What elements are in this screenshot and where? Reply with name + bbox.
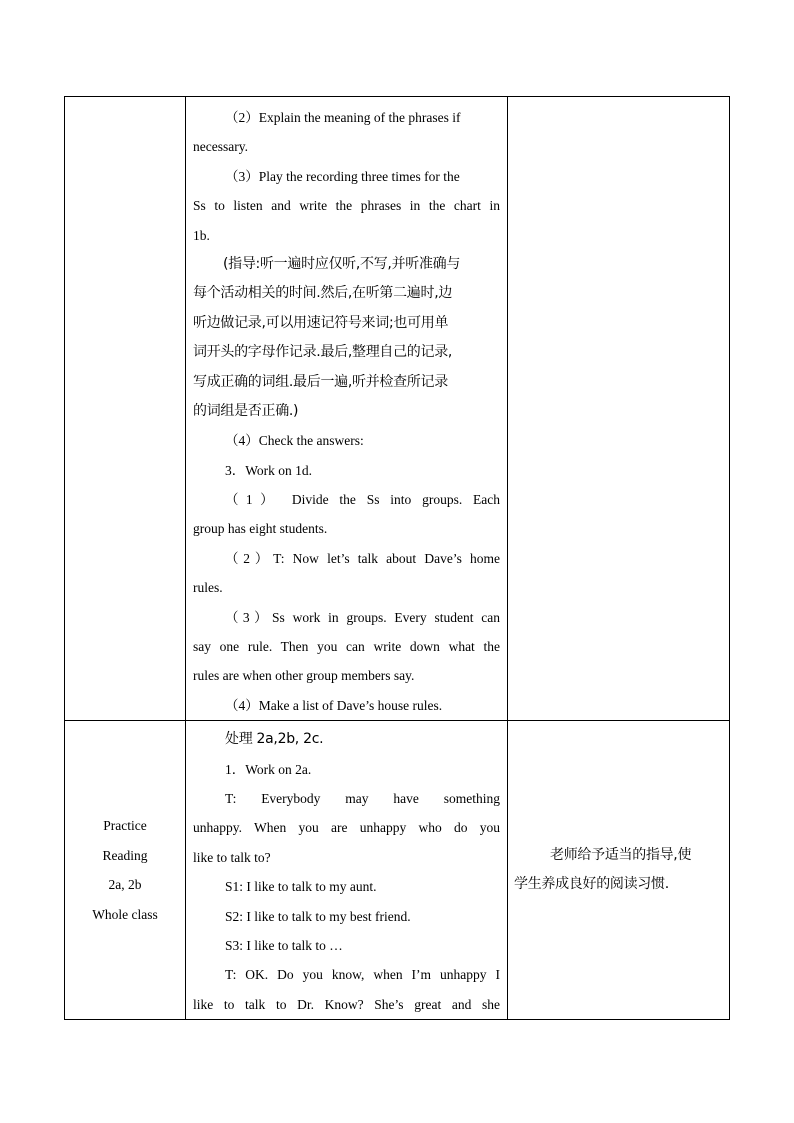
stage-cell xyxy=(65,721,186,1020)
stage-label: Whole class xyxy=(92,906,158,922)
procedure-line: 的词组是否正确.) xyxy=(193,402,299,419)
design-intent-cell xyxy=(508,97,730,721)
procedure-line: 词开头的字母作记录.最后,整理自己的记录, xyxy=(193,344,453,361)
procedure-line: rules. xyxy=(193,580,223,596)
procedure-line: 1．Work on 2a. xyxy=(225,761,312,777)
procedure-line: （2）Explain the meaning of the phrases if xyxy=(225,110,461,125)
procedure-line: S3: I like to talk to … xyxy=(225,937,343,953)
procedure-line: S2: I like to talk to my best friend. xyxy=(225,908,411,924)
procedure-line: T: OK. Do you know, when I’m unhappy I xyxy=(225,967,500,983)
procedure-line: (指导:听一遍时应仅听,不写,并听准确与 xyxy=(223,255,461,272)
procedure-cell xyxy=(186,97,508,721)
stage-label: Practice xyxy=(103,818,147,834)
design-intent-cell xyxy=(508,721,730,1020)
procedure-line: unhappy. When you are unhappy who do you xyxy=(193,820,500,836)
procedure-line: （3）Ss work in groups. Every student can xyxy=(225,609,500,625)
stage-label: 2a, 2b xyxy=(108,877,142,893)
procedure-line: （1） Divide the Ss into groups. Each xyxy=(225,492,500,508)
procedure-line: 3．Work on 1d. xyxy=(225,462,313,478)
procedure-line: （2）T: Now let’s talk about Dave’s home xyxy=(225,550,500,566)
table-row xyxy=(65,721,730,1020)
procedure-line: say one rule. Then you can write down what the xyxy=(193,639,500,655)
procedure-line: 处理 2a,2b, 2c. xyxy=(225,731,324,748)
procedure-line: Ss to listen and write the phrases in the chart in xyxy=(193,198,500,214)
procedure-line: 每个活动相关的时间.然后,在听第二遍时,边 xyxy=(193,285,453,302)
table-row xyxy=(65,97,730,721)
procedure-line: （4）Make a list of Dave’s house rules. xyxy=(225,697,443,713)
stage-cell xyxy=(65,97,186,721)
procedure-cell xyxy=(186,721,508,1020)
lesson-plan-table xyxy=(64,96,730,1020)
procedure-line: necessary. xyxy=(193,139,248,155)
design-intent-line: 老师给予适当的指导,使 xyxy=(550,846,692,863)
procedure-line: like to talk to? xyxy=(193,849,271,865)
procedure-line: （3）Play the recording three times for the xyxy=(225,168,460,184)
procedure-line: group has eight students. xyxy=(193,521,328,537)
procedure-line: （4）Check the answers: xyxy=(225,433,364,449)
procedure-line: 听边做记录,可以用速记符号来词;也可用单 xyxy=(193,314,449,331)
procedure-line: 1b. xyxy=(193,227,210,243)
procedure-line: 写成正确的词组.最后一遍,听并检查所记录 xyxy=(193,373,448,390)
procedure-line: rules are when other group members say. xyxy=(193,668,415,684)
design-intent-line: 学生养成良好的阅读习惯. xyxy=(514,876,669,893)
procedure-line: S1: I like to talk to my aunt. xyxy=(225,879,377,895)
procedure-line: like to talk to Dr. Know? She’s great and she xyxy=(193,996,500,1012)
procedure-line: T: Everybody may have something xyxy=(225,790,500,806)
stage-label: Reading xyxy=(102,847,148,863)
